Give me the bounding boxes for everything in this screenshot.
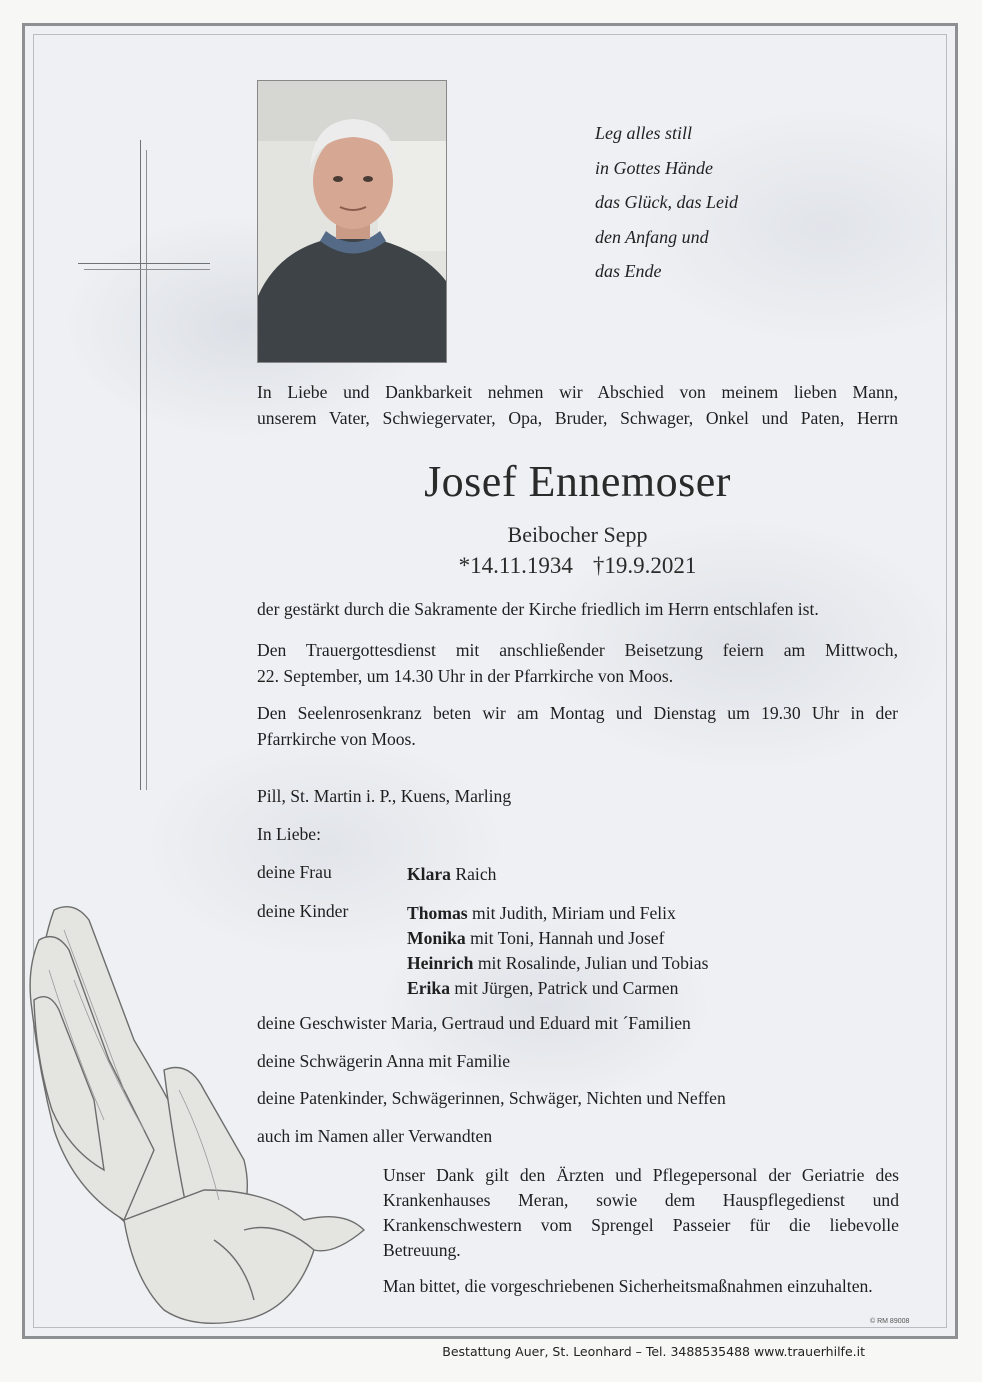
thanks-line: Betreuung. bbox=[383, 1240, 461, 1260]
praying-hands-icon bbox=[14, 890, 374, 1335]
children-list bbox=[407, 901, 708, 1001]
intro-line: unserem Vater, Schwiegervater, Opa, Bruder, Schwager, Onkel und Paten, Herrn bbox=[257, 408, 898, 428]
child-item: Thomas mit Judith, Miriam und Felix bbox=[407, 903, 676, 923]
poem-line: Leg alles still bbox=[595, 123, 693, 143]
deceased-name: Josef Ennemoser bbox=[424, 457, 731, 506]
intro-line: In Liebe und Dankbarkeit nehmen wir Abschied von meinem lieben Mann, bbox=[257, 382, 898, 402]
service-line: Den Trauergottesdienst mit anschließender Beisetzung feiern am Mittwoch, bbox=[257, 640, 898, 660]
poem-line: das Ende bbox=[595, 261, 662, 281]
safety-notice: Man bittet, die vorgeschriebenen Sicherheitsmaßnahmen einzuhalten. bbox=[383, 1276, 873, 1296]
copyright-mark: © RM 89008 bbox=[870, 1318, 910, 1325]
relatives-line: auch im Namen aller Verwandten bbox=[257, 1126, 493, 1146]
poem-line: den Anfang und bbox=[595, 226, 709, 247]
life-dates bbox=[257, 553, 898, 579]
wife-name bbox=[407, 862, 496, 887]
footer bbox=[0, 1344, 982, 1359]
wife-first-name: Klara bbox=[407, 864, 451, 884]
wife-last-name: Raich bbox=[450, 864, 497, 884]
others-line: deine Patenkinder, Schwägerinnen, Schwäger, Nichten und Neffen bbox=[257, 1088, 726, 1108]
rosary-line: Pfarrkirche von Moos. bbox=[257, 729, 416, 749]
in-love-label: In Liebe: bbox=[257, 824, 321, 844]
birth-date: *14.11.1934 bbox=[458, 553, 573, 578]
thanks-text bbox=[383, 1163, 899, 1263]
deceased-nickname: Beibocher Sepp bbox=[507, 522, 648, 547]
child-item: Monika mit Toni, Hannah und Josef bbox=[407, 928, 665, 948]
sacraments-text: der gestärkt durch die Sakramente der Kirche friedlich im Herrn entschlafen ist. bbox=[257, 599, 819, 619]
portrait-photo bbox=[257, 80, 447, 363]
death-date: †19.9.2021 bbox=[592, 553, 697, 578]
child-item: Erika mit Jürgen, Patrick und Carmen bbox=[407, 978, 679, 998]
thanks-line: Krankenschwestern vom Sprengel Passeier für die liebevolle bbox=[383, 1215, 899, 1235]
places: Pill, St. Martin i. P., Kuens, Marling bbox=[257, 786, 512, 806]
poem-line: das Glück, das Leid bbox=[595, 192, 738, 212]
intro-text bbox=[257, 379, 898, 431]
siblings-line: deine Geschwister Maria, Gertraud und Eduard mit ´Familien bbox=[257, 1013, 691, 1033]
thanks-line: Unser Dank gilt den Ärzten und Pflegepersonal der Geriatrie des bbox=[383, 1165, 899, 1185]
funeral-home-contact: Bestattung Auer, St. Leonhard – Tel. 3488535488 www.trauerhilfe.it bbox=[442, 1344, 865, 1359]
rosary-text bbox=[257, 700, 898, 752]
poem-line: in Gottes Hände bbox=[595, 157, 713, 178]
children-label: deine Kinder bbox=[257, 901, 349, 921]
thanks-line: Krankenhauses Meran, sowie dem Hauspflegedienst und bbox=[383, 1190, 899, 1210]
rosary-line: Den Seelenrosenkranz beten wir am Montag und Dienstag um 19.30 Uhr in der bbox=[257, 703, 898, 723]
poem bbox=[595, 116, 835, 289]
service-text bbox=[257, 637, 898, 689]
child-item: Heinrich mit Rosalinde, Julian und Tobias bbox=[407, 953, 709, 973]
sister-in-law-line: deine Schwägerin Anna mit Familie bbox=[257, 1051, 511, 1071]
wife-label: deine Frau bbox=[257, 862, 332, 882]
service-line: 22. September, um 14.30 Uhr in der Pfarrkirche von Moos. bbox=[257, 666, 674, 686]
